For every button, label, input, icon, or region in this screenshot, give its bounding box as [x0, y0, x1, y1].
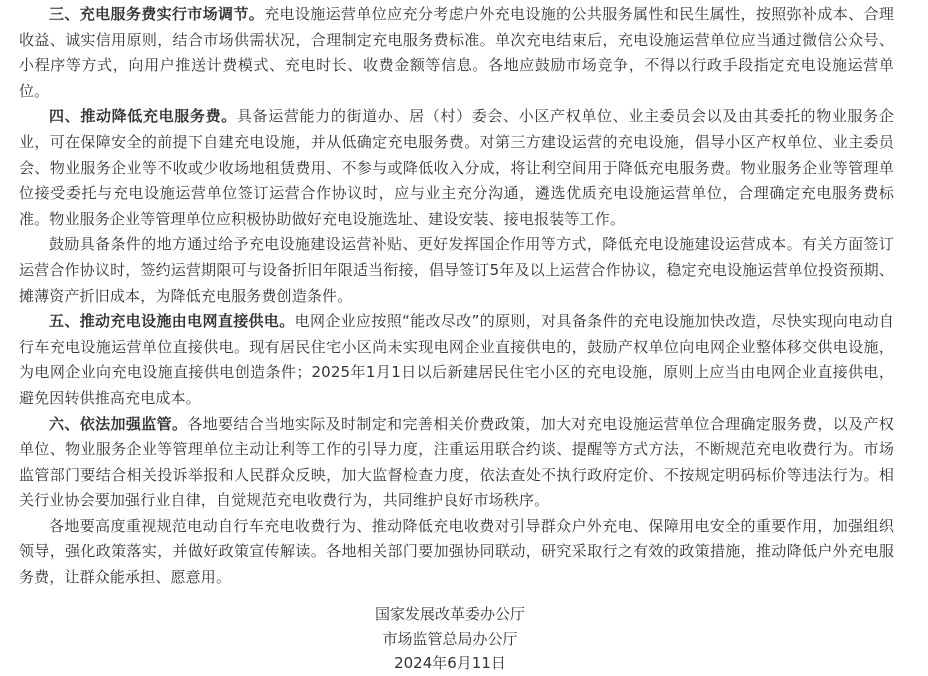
section-4-continued-text: 鼓励具备条件的地方通过给予充电设施建设运营补贴、更好发挥国企作用等方式，降低充电设施建设运营成本。有关方面签订运营合作协议时，签约运营期限可与设备折旧年限适当衔接，倡导签订5年及以上运营合作协议，稳定充电设施运营单位投资预期、摊薄资产折旧成本，为降低充电服务费创造条件。	[19, 235, 894, 305]
section-5-paragraph	[19, 309, 894, 411]
closing-text: 各地要高度重视规范电动自行车充电收费行为、推动降低充电收费对引导群众户外充电、保障用电安全的重要作用，加强组织领导，强化政策落实，并做好政策宣传解读。各地相关部门要加强协同联动，研究采取行之有效的政策措施，推动降低户外充电服务费，让群众能承担、愿意用。	[19, 516, 894, 587]
section-4-text: 具备运营能力的街道办、居（村）委会、小区产权单位、业主委员会以及由其委托的物业服务企业，可在保障安全的前提下自建充电设施，并从低确定充电服务费。对第三方建设运营的充电设施，倡导小区产权单位、业主委员会、物业服务企业等不收或少收场地租赁费用、不参与或降低收入分成，将让利空间用于降低充电服务费。物业服务企业等管理单位接受委托与充电设施运营单位签订运营合作协议时，应与业主充分沟通，遴选优质充电设施运营单位，合理确定充电服务费标准。物业服务企业等管理单位应积极协助做好充电设施选址、建设安装、接电报装等工作。	[19, 107, 894, 228]
document-body	[19, 0, 894, 591]
section-6-heading: 六、依法加强监管。	[49, 414, 188, 433]
section-3-text: 充电设施运营单位应充分考虑户外充电设施的公共服务属性和民生属性，按照弥补成本、合理收益、诚实信用原则，结合市场供需状况，合理制定充电服务费标准。单次充电结束后，充电设施运营单位应当通过微信公众号、小程序等方式，向用户推送计费模式、充电时长、收费金额等信息。各地应鼓励市场竞争，不得以行政手段指定充电设施运营单位。	[19, 5, 895, 100]
section-6-text: 各地要结合当地实际及时制定和完善相关价费政策，加大对充电设施运营单位合理确定服务费，以及产权单位、物业服务企业等管理单位主动让利等工作的引导力度，注重运用联合约谈、提醒等方式方法，不断规范充电收费行为。市场监管部门要结合相关投诉举报和人民群众反映，加大监督检查力度，依法查处不执行政府定价、不按规定明码标价等违法行为。相关行业协会要加强行业自律，自觉规范充电收费行为，共同维护良好市场秩序。	[19, 414, 894, 510]
section-4-heading: 四、推动降低充电服务费。	[49, 107, 237, 126]
section-3-heading: 三、充电服务费实行市场调节。	[49, 5, 265, 23]
section-5-heading: 五、推动充电设施由电网直接供电。	[49, 312, 295, 331]
section-6-paragraph	[19, 412, 894, 514]
section-5-text: 电网企业应按照“能改尽改”的原则，对具备条件的充电设施加快改造，尽快实现向电动自行车充电设施运营单位直接供电。现有居民住宅小区尚未实现电网企业直接供电的，鼓励产权单位向电网企业整体移交供电设施，为电网企业向充电设施直接供电创造条件；2025年1月1日以后新建居民住宅小区的充电设施，原则上应当由电网企业直接供电，避免因转供推高充电成本。	[19, 312, 895, 407]
signature-org-1: 国家发展改革委办公厅	[374, 605, 525, 623]
section-4-paragraph	[19, 104, 894, 232]
section-4-continued-paragraph	[19, 232, 894, 309]
signature-org-2: 市场监管总局办公厅	[382, 630, 518, 648]
section-3-paragraph	[19, 2, 894, 104]
closing-paragraph	[19, 514, 894, 591]
signature-date: 2024年6月11日	[394, 654, 506, 672]
